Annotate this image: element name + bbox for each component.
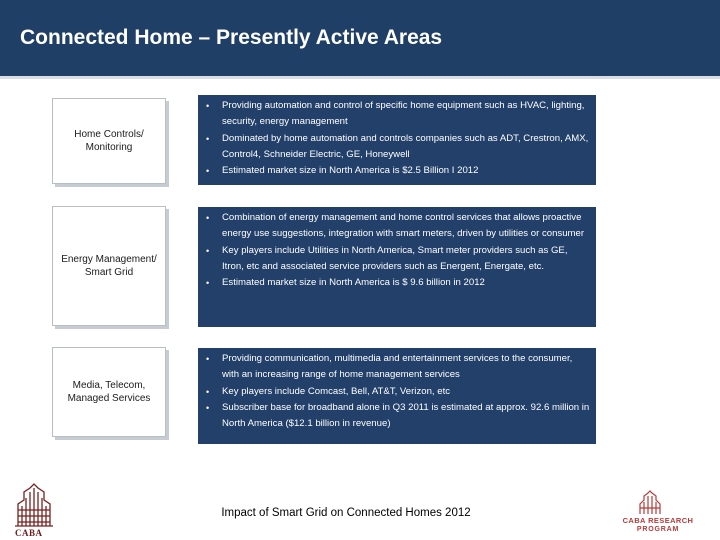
- title-bar: [0, 0, 720, 76]
- section-label-energy-management: [52, 206, 166, 326]
- section-label-text: Media, Telecom, Managed Services: [67, 380, 151, 404]
- bullet-item: • Providing communication, multimedia and entertainment services to the consumer, with an increasing range of home management services: [206, 351, 590, 384]
- section-content-energy-management: [198, 207, 596, 327]
- bullet-item: • Subscriber base for broadband alone in Q3 2011 is estimated at approx. 92.6 million in North America ($12.1 billion in revenue): [206, 400, 590, 433]
- header-divider: [0, 76, 720, 79]
- bullet-item: • Estimated market size in North America is $2.5 Billion I 2012: [206, 163, 590, 179]
- bullet-item: • Key players include Utilities in North America, Smart meter providers such as GE, Itron, etc and associated service providers such as Energent, Energate, etc.: [206, 243, 590, 276]
- bullet-item: • Providing automation and control of specific home equipment such as HVAC, lighting, security, energy management: [206, 98, 590, 131]
- research-logo-line1: CABA RESEARCH: [622, 516, 694, 525]
- footer-caption: Impact of Smart Grid on Connected Homes 2012: [221, 507, 471, 519]
- bullet-item: • Combination of energy management and home control services that allows proactive energy use suggestions, integration with smart meters, driven by utilities or consumer: [206, 210, 590, 243]
- section-content-media-telecom: [198, 348, 596, 444]
- page-title: Connected Home – Presently Active Areas: [20, 26, 443, 49]
- bullet-list: [206, 98, 590, 179]
- bullet-item: • Estimated market size in North America is $ 9.6 billion in 2012: [206, 275, 590, 291]
- bullet-list: [206, 351, 590, 432]
- section-label-text: Home Controls/ Monitoring: [74, 129, 144, 153]
- research-logo-line2: PROGRAM: [636, 526, 680, 533]
- section-label-home-controls: [52, 98, 166, 184]
- research-program-logo-icon: [636, 490, 664, 516]
- bullet-item: • Key players include Comcast, Bell, AT&T, Verizon, etc: [206, 384, 590, 400]
- section-label-media-telecom: [52, 347, 166, 437]
- section-label-text: Energy Management/ Smart Grid: [61, 254, 157, 278]
- section-content-home-controls: [198, 95, 596, 185]
- bullet-list: [206, 210, 590, 291]
- caba-logo-text: CABA: [15, 528, 43, 538]
- bullet-item: • Dominated by home automation and controls companies such as ADT, Crestron, AMX, Control4, Schneider Electric, GE, Honeywell: [206, 131, 590, 164]
